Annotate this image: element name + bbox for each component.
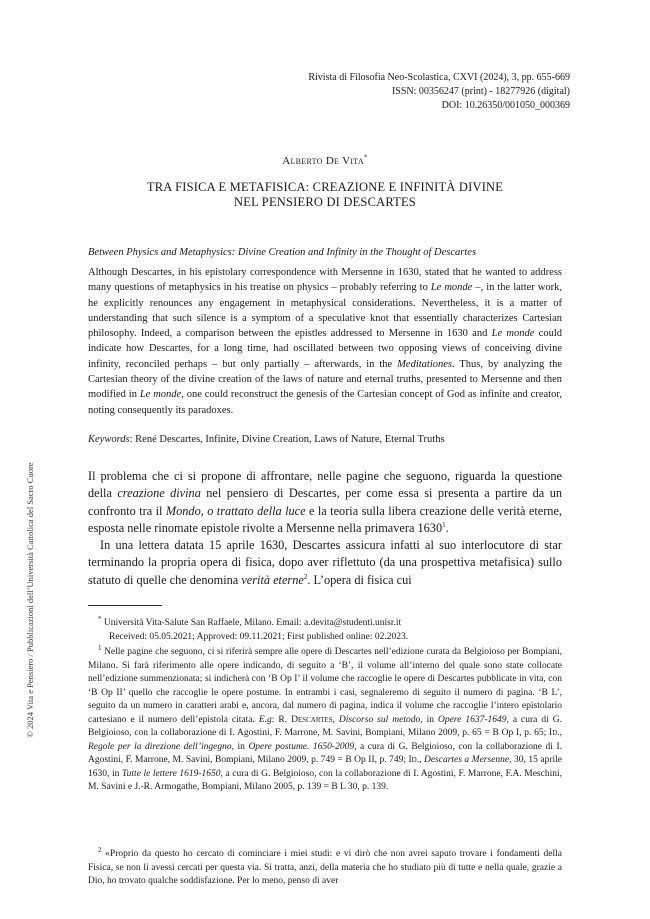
footnote-mark: *	[98, 614, 102, 623]
journal-citation: Rivista di Filosofia Neo-Scolastica, CXVI (2024), 3, pp. 655-669	[308, 72, 570, 83]
fn-text: , a cura di G. Belgioioso, con la collaborazione di I. Agostini, F. Marrone, M. Savini, Bompiani, Milano 2009, p. 749 = B Op II, p. 749;	[88, 741, 562, 765]
body-text-run: Il problema che ci si propone di affrontare, nelle pagine che seguono, riguarda la questione della	[88, 469, 562, 501]
copyright-side-text: © 2024 Vita e Pensiero / Pubblicazioni dell’Università Cattolica del Sacro Cuore	[25, 462, 35, 738]
body-text-run: e la teoria sulla libera creazione delle verità eterne, esposta nelle rinomate epistole rivolte a Mersenne nella primavera 1630	[88, 503, 562, 535]
body-paragraph-2	[88, 537, 562, 589]
body-paragraph-1	[88, 468, 562, 537]
fn-italic: Tutte le lettere 1619-1650	[121, 768, 221, 779]
body-text-run: nel pensiero di Descartes, per come essa si presenta a partire da un confronto tra il	[88, 486, 562, 518]
fn-text: «Proprio da questo ho cercato di cominciare i miei studi: e vi dirò che non avrei saputo trovare i fondamenti della Fisica, se non li avessi cercati per questa via. Si tratta, anzi, della materia che ho studiato più di tutte e nella quale, grazie a Dio, ho trovato qualche soddisfazione. Per lo meno, penso di aver	[88, 849, 562, 886]
keywords-list: : René Descartes, Infinite, Divine Creation, Laws of Nature, Eternal Truths	[129, 434, 445, 445]
author-mark: *	[363, 153, 368, 162]
body-text-run: .	[445, 520, 449, 535]
abstract-italic: Le monde	[139, 389, 182, 401]
article-title	[100, 180, 550, 210]
fn-text: , in	[420, 714, 438, 725]
footnote-2-text	[88, 845, 562, 889]
english-title: Between Physics and Metaphysics: Divine Creation and Infinity in the Thought of Descartes	[88, 247, 477, 258]
issn-line: ISSN: 00356247 (print) - 18277926 (digital)	[391, 86, 570, 97]
fn-italic: Descartes a Mersenne	[423, 755, 510, 765]
body-text-run: In una lettera datata 15 aprile 1630, Descartes assicura infatti al suo interlocutore di star terminando la propria opera di fisica, dopo aver riflettuto (da una prospettiva metafisica) sullo statuto di quelle che denomina	[88, 538, 562, 587]
fn-text: ,	[419, 755, 424, 765]
author-name	[0, 155, 650, 167]
affiliation-text: Università Vita-Salute San Raffaele, Milano. Email: a.devita@studenti.unisr.it	[101, 618, 402, 628]
dates-line: Received: 05.05.2021; Approved: 09.11.2021; First published online: 02.2023.	[109, 631, 409, 642]
body-italic: verità eterne	[241, 572, 304, 587]
fn-italic: Regole per la direzione dell’ingegno	[88, 741, 232, 752]
fn-italic: E.g	[258, 714, 272, 725]
affiliation-line	[88, 614, 562, 631]
footnote-number: 2	[98, 845, 102, 854]
body-text-run: . L’opera di fisica cui	[307, 572, 412, 587]
footnote-2	[88, 845, 562, 889]
fn-italic: Discorso sul metodo	[338, 714, 421, 725]
fn-text: , 30, 15 aprile 1630, in	[88, 755, 562, 779]
fn-text: , in	[231, 741, 249, 752]
abstract-paragraph	[88, 265, 562, 418]
fn-text: ,	[559, 728, 562, 738]
title-line-1: TRA FISICA E METAFISICA: CREAZIONE E INFINITÀ DIVINE	[146, 180, 504, 194]
fn-italic: Opere 1637-1649	[437, 714, 507, 725]
title-line-2: NEL PENSIERO DI DESCARTES	[234, 195, 416, 209]
abstract-text: could indicate how Descartes, for a long time, had oscillated between two opposing views of conceiving divine infinity, reconciled perhaps – but only partially – afterwards, in the	[88, 328, 563, 370]
fn-smallcaps: Descartes	[291, 714, 333, 725]
keywords-label: Keywords	[88, 434, 130, 445]
body-text	[88, 468, 562, 589]
fn-text: Nelle pagine che seguono, ci si riferirà sempre alle opere di Descartes nell’edizione curata da Belgioioso per Bompiani, Milano. Si farà riferimento alle opere indicando, di seguito a ‘B’, il volume all’interno del quale sono state collocate nell’edizione summenzionata; si indicherà con ‘B Op I’ il volume che raccoglie le opere di Descartes pubblicate in vita, con ‘B Op II’ quello che raccoglie le opere postume. In entrambi i casi, segnaleremo di seguito il numero di pagina. ‘B L’, seguito da un numero in caratteri arabi e, ancora, dal numero di pagina, indica il volume che raccoglie l’intero epistolario cartesiano e il numero dell’epistola citata.	[88, 647, 562, 725]
fn-smallcaps: Id.	[549, 728, 560, 738]
fn-text: ,	[332, 714, 339, 725]
doi-line: DOI: 10.26350/001050_000369	[441, 100, 570, 111]
body-italic: creazione divina	[117, 486, 201, 501]
abstract-text: . Thus, by analyzing the Cartesian theory of the divine creation of the laws of nature and eternal truths, presented to Mersenne and then modified in	[88, 358, 562, 401]
footnote-1-text	[88, 643, 562, 795]
fn-italic: Opere postume. 1650-2009	[248, 741, 355, 752]
abstract-text: , one could reconstruct the genesis of the Cartesian concept of God as infinite and creator, noting consequently its paradoxes.	[88, 389, 563, 416]
footnote-separator	[88, 605, 162, 606]
abstract-text: Although Descartes, in his epistolary correspondence with Mersenne in 1630, stated that he wanted to address many questions of metaphysics in his treatise on physics – probably referring to	[88, 267, 562, 294]
abstract	[88, 265, 562, 418]
keywords	[88, 434, 562, 445]
fn-text: : R.	[271, 714, 292, 725]
author-name-text: Alberto De Vita	[282, 155, 364, 167]
footnote-ref-2[interactable]: 2	[303, 572, 308, 581]
fn-text: , a cura di G. Belgioioso, con la collaborazione di I. Agostini, F. Marrone, M. Savini, Bompiani, Milano 2009, p. 65 = B Op I, p. 65;	[88, 714, 562, 738]
body-italic: Mondo, o trattato della luce	[165, 503, 306, 518]
fn-smallcaps: Id.	[408, 755, 420, 765]
journal-header	[308, 71, 570, 113]
abstract-italic: Meditationes	[397, 358, 452, 370]
footnote-ref-1[interactable]: 1	[442, 520, 446, 529]
affiliation-footnote	[88, 614, 562, 644]
abstract-italic: Le monde	[430, 282, 473, 294]
footnote-number: 1	[98, 643, 102, 652]
abstract-text: –, in the latter work, he explicitly renounces any engagement in metaphysical considerations. Nevertheless, it is a matter of understanding that such silence is a symptom of a speculative knot that essentially characterizes Cartesian philosophy. Indeed, a comparison between the epistles addressed to Mersenne in 1630 and	[88, 282, 562, 340]
fn-text: , a cura di G. Belgioioso, con la collaborazione di I. Agostini, F. Marrone, F.A. Meschini, M. Savini e J.-R. Armogathe, Bompiani, Milano 2005, p. 139 = B L 30, p. 139.	[88, 768, 562, 792]
abstract-italic: Le monde	[491, 328, 535, 340]
footnote-1	[88, 643, 562, 795]
